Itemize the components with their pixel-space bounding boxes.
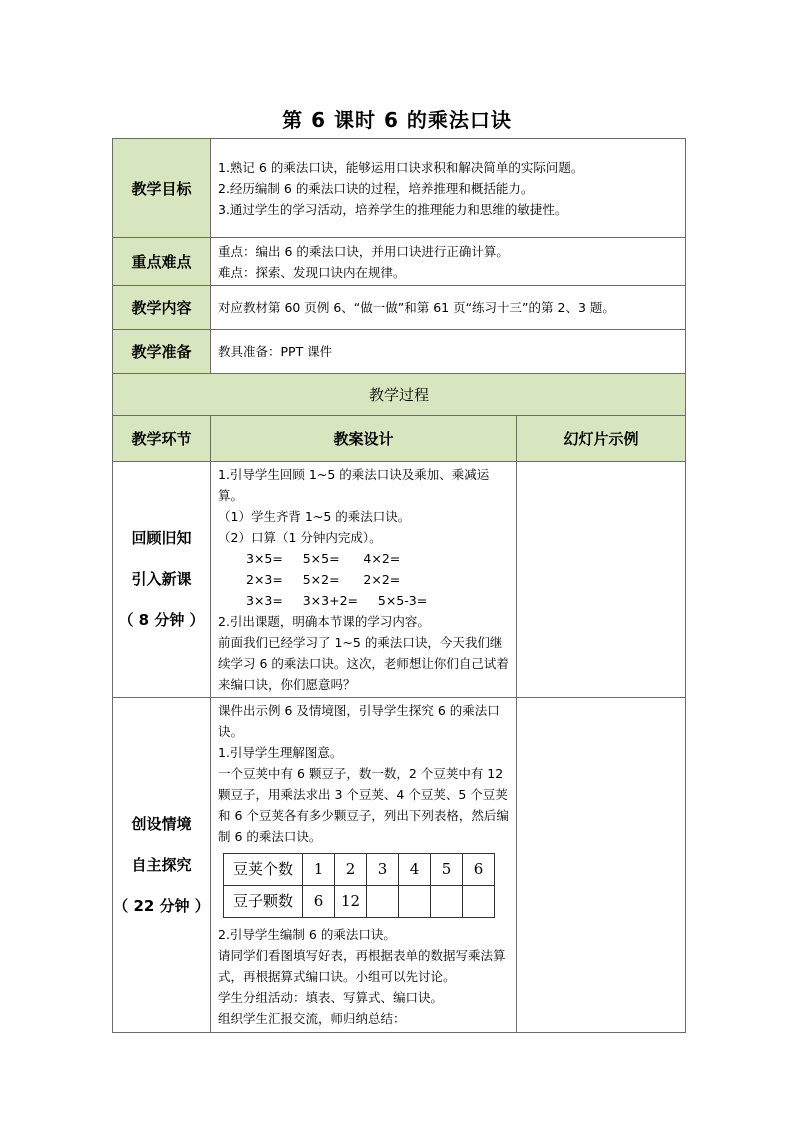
stage1-time: （ 8 分钟 ） bbox=[118, 611, 205, 629]
stage1-name1: 回顾旧知 bbox=[131, 529, 192, 547]
stage2-slides bbox=[517, 698, 686, 1033]
pea-cell: 2 bbox=[335, 854, 367, 886]
stage2-name2: 自主探究 bbox=[131, 855, 192, 874]
pea-cell: 3 bbox=[367, 854, 399, 886]
stage1-line: （2）口算（1 分钟内完成）。 bbox=[218, 530, 382, 545]
stage2-design bbox=[211, 698, 517, 1033]
stage2-line: 请同学们看图填写好表，再根据表单的数据写乘法算式，再根据算式编口诀。小组可以先讨论。 bbox=[218, 948, 506, 984]
stage2-row bbox=[113, 698, 686, 1033]
stage2-line: 2.引导学生编制 6 的乘法口诀。 bbox=[218, 927, 396, 942]
pea-cell: 5 bbox=[431, 854, 463, 886]
stage1-line: 1.引导学生回顾 1~5 的乘法口诀及乘加、乘减运算。 bbox=[218, 467, 490, 503]
stage2-line: 组织学生汇报交流，师归纳总结： bbox=[218, 1011, 406, 1026]
stage1-slides bbox=[517, 462, 686, 698]
stage2-line: 学生分组活动：填表、写算式、编口诀。 bbox=[218, 990, 444, 1005]
calc-line: 3×5= 5×5= 4×2= bbox=[246, 551, 401, 566]
prep-text: 教具准备：PPT 课件 bbox=[211, 330, 686, 374]
goals-label: 教学目标 bbox=[113, 139, 211, 238]
stage1-line: 2.引出课题，明确本节课的学习内容。 bbox=[218, 614, 430, 629]
pea-cell: 12 bbox=[335, 886, 367, 918]
stage2-line: 课件出示例 6 及情境图，引导学生探究 6 的乘法口诀。 bbox=[218, 703, 500, 739]
pea-beans-header: 豆子颗数 bbox=[224, 886, 303, 918]
content-row bbox=[113, 286, 686, 330]
goals-text bbox=[211, 139, 686, 238]
lesson-plan-table bbox=[112, 138, 686, 1033]
pea-row-pods bbox=[224, 854, 495, 886]
goals-line: 2.经历编制 6 的乘法口诀的过程，培养推理和概括能力。 bbox=[218, 180, 534, 196]
stage1-design bbox=[211, 462, 517, 698]
column-header-row bbox=[113, 416, 686, 462]
pea-row-beans bbox=[224, 886, 495, 918]
pea-cell bbox=[431, 886, 463, 918]
stage1-line: 前面我们已经学习了 1~5 的乘法口诀，今天我们继续学习 6 的乘法口诀。这次，老师想让你们自己试着来编口诀，你们愿意吗？ bbox=[218, 635, 509, 692]
content-text: 对应教材第 60 页例 6、“做一做”和第 61 页“练习十三”的第 2、3 题。 bbox=[211, 286, 686, 330]
stage2-line: 一个豆荚中有 6 颗豆子，数一数，2 个豆荚中有 12 颗豆子，用乘法求出 3 个豆荚、4 个豆荚、5 个豆荚和 6 个豆荚各有多少颗豆子，列出下列表格，然后编制 6 的乘法口诀。 bbox=[218, 766, 509, 844]
pea-table bbox=[223, 853, 495, 918]
goals-row bbox=[113, 139, 686, 238]
pea-cell bbox=[463, 886, 495, 918]
pea-cell bbox=[399, 886, 431, 918]
pea-cell: 6 bbox=[303, 886, 335, 918]
calc-line: 3×3= 3×3+2= 5×5-3= bbox=[246, 593, 428, 608]
stage1-row bbox=[113, 462, 686, 698]
pea-cell: 1 bbox=[303, 854, 335, 886]
stage2-label-cell bbox=[113, 698, 211, 1033]
stage1-label-cell bbox=[113, 462, 211, 698]
page-title: 第 6 课时 6 的乘法口诀 bbox=[282, 108, 512, 132]
key-label: 重点难点 bbox=[113, 238, 211, 286]
stage2-line: 1.引导学生理解图意。 bbox=[218, 745, 343, 760]
column-header-design: 教案设计 bbox=[211, 416, 517, 462]
process-header-row bbox=[113, 374, 686, 416]
stage2-time: （ 22 分钟 ） bbox=[113, 896, 210, 915]
goals-line: 3.通过学生的学习活动，培养学生的推理能力和思维的敏捷性。 bbox=[218, 201, 568, 217]
key-line: 难点：探索、发现口诀内在规律。 bbox=[218, 264, 406, 280]
prep-row bbox=[113, 330, 686, 374]
column-header-slides: 幻灯片示例 bbox=[517, 416, 686, 462]
pea-cell: 4 bbox=[399, 854, 431, 886]
prep-label: 教学准备 bbox=[113, 330, 211, 374]
key-text bbox=[211, 238, 686, 286]
key-line: 重点：编出 6 的乘法口诀，并用口诀进行正确计算。 bbox=[218, 243, 509, 259]
calc-line: 2×3= 5×2= 2×2= bbox=[246, 572, 401, 587]
content-label: 教学内容 bbox=[113, 286, 211, 330]
pea-cell: 6 bbox=[463, 854, 495, 886]
stage2-name1: 创设情境 bbox=[131, 814, 192, 833]
stage1-name2: 引入新课 bbox=[131, 570, 192, 588]
goals-line: 1.熟记 6 的乘法口诀，能够运用口诀求积和解决简单的实际问题。 bbox=[218, 159, 584, 175]
key-row bbox=[113, 238, 686, 286]
column-header-stage: 教学环节 bbox=[113, 416, 211, 462]
stage1-line: （1）学生齐背 1~5 的乘法口诀。 bbox=[218, 509, 411, 524]
pea-cell bbox=[367, 886, 399, 918]
process-header: 教学过程 bbox=[113, 374, 686, 416]
pea-pods-header: 豆荚个数 bbox=[224, 854, 303, 886]
